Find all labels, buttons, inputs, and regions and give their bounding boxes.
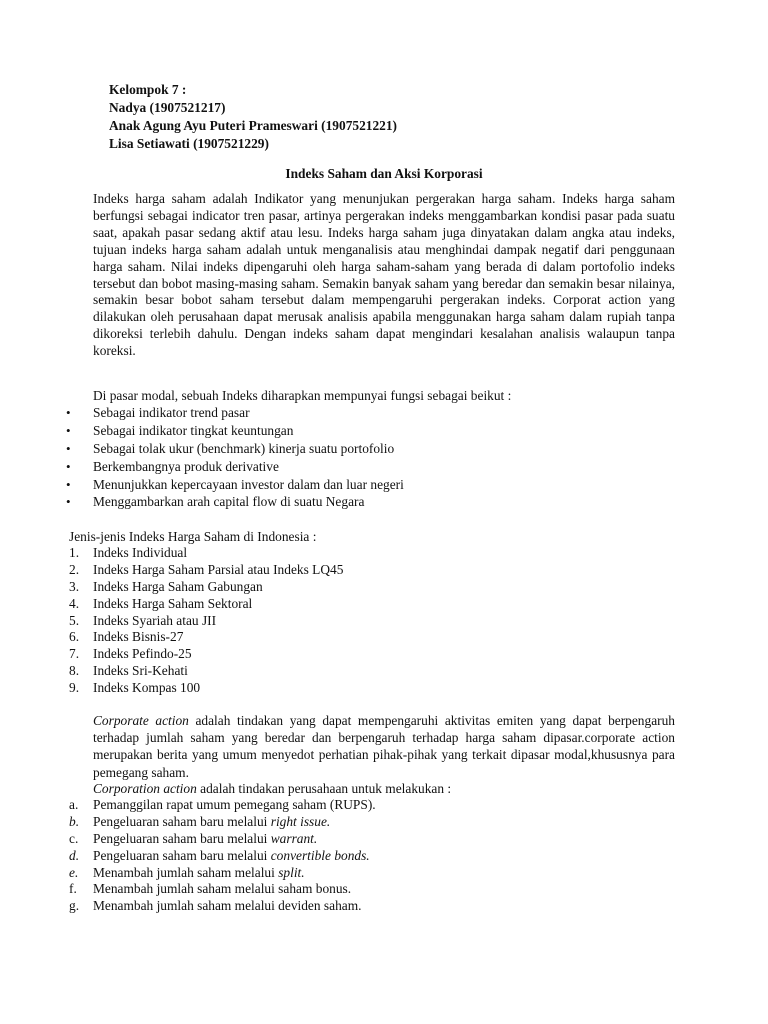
list-item-text: Menunjukkan kepercayaan investor dalam dan luar negeri [93, 476, 404, 492]
list-item-text: Indeks Harga Saham Parsial atau Indeks LQ45 [93, 561, 344, 577]
list-item [69, 848, 689, 865]
list-item [69, 545, 689, 562]
list-item [69, 797, 689, 814]
list-letter: g. [69, 898, 80, 914]
list-item-text [93, 865, 305, 882]
list-item-text: Sebagai indikator tingkat keuntungan [93, 422, 294, 438]
functions-intro: Di pasar modal, sebuah Indeks diharapkan mempunyai fungsi sebagai beikut : [93, 388, 512, 403]
list-item-text: Indeks Harga Saham Gabungan [93, 578, 263, 594]
action-italic-term: right issue. [270, 813, 331, 829]
list-letter: b. [69, 813, 80, 829]
action-italic-term: convertible bonds. [270, 847, 370, 863]
list-item [66, 422, 686, 440]
list-item [69, 613, 689, 630]
list-number: 9. [69, 680, 80, 696]
list-item-text [93, 831, 317, 848]
action-text: Pemanggilan rapat umum pemegang saham (RUPS). [93, 797, 376, 812]
functions-list [66, 404, 686, 511]
list-item-text: Indeks Kompas 100 [93, 680, 201, 696]
bullet-icon: • [66, 405, 71, 420]
list-item-text: Sebagai tolak ukur (benchmark) kinerja suatu portofolio [93, 440, 395, 456]
list-item [69, 680, 689, 697]
list-number: 1. [69, 545, 80, 560]
list-item [69, 646, 689, 663]
list-item-text: Indeks Sri-Kehati [93, 663, 188, 679]
list-item [66, 476, 686, 494]
list-item [66, 493, 686, 511]
actions-list [69, 797, 689, 915]
list-item-text [93, 881, 351, 898]
group-label: Kelompok 7 : [109, 82, 187, 97]
list-item-text: Menggambarkan arah capital flow di suatu Negara [93, 494, 365, 510]
bullet-icon: • [66, 494, 71, 510]
indices-list [69, 545, 689, 697]
group-info [109, 81, 397, 153]
corporation-action-text: adalah tindakan perusahaan untuk melakukan : [196, 781, 452, 796]
list-item-text [93, 848, 370, 865]
list-item-text: Indeks Pefindo-25 [93, 646, 192, 662]
action-text: Menambah jumlah saham melalui saham bonus. [93, 881, 352, 897]
list-number: 6. [69, 629, 80, 645]
list-item-text [93, 898, 361, 915]
list-item-text [93, 797, 376, 814]
list-letter: a. [69, 797, 79, 812]
list-number: 8. [69, 663, 80, 679]
corporate-action-text: adalah tindakan yang dapat mempengaruhi aktivitas emiten yang dapat berpengaruh terhadap jumlah saham yang beredar dan berpengaruh terhadap harga saham dipasar.corporate action merupakan berita yang umum menyedot perhatian pihak-pihak yang terkait dipasar modal,khususnya para pemegang saham. [93, 713, 675, 780]
member-1: Nadya (1907521217) [109, 100, 226, 115]
list-letter: e. [69, 864, 79, 880]
list-item [69, 881, 689, 898]
intro-paragraph-text: Indeks harga saham adalah Indikator yang menunjukan pergerakan harga saham. Indeks harga saham berfungsi sebagai indicator tren pasar, artinya pergerakan indeks menggambarkan kondisi pasar pada suatu saat, apakah pasar sedang aktif atau lesu. Indeks harga saham juga dinyatakan dalam angka atau indeks, tujuan indeks harga saham adalah untuk menganalisis atau menghindai dampak negatif dari penggunaan harga saham. Nilai indeks dipengaruhi oleh harga saham-saham yang berada di dalam portofolio indeks tersebut dan bobot masing-masing saham. Semakin banyak saham yang beredar dan semakin besar nilainya, semakin besar bobot saham tersebut dalam mempengaruhi pergerakan indeks. Corporat action yang dilakukan oleh perusahaan dapat merusak analisis apabila menggunakan harga saham dalam rupiah tanpa dikoreksi terlebih dahulu. Dengan indeks saham dapat mengindari kesalahan analisis walaupun tanpa koreksi. [93, 191, 675, 359]
list-number: 4. [69, 595, 80, 611]
list-item-text: Indeks Bisnis-27 [93, 629, 184, 645]
action-text: Pengeluaran saham baru melalui [93, 830, 271, 846]
intro-paragraph [93, 191, 675, 360]
list-number: 2. [69, 561, 80, 577]
bullet-icon: • [66, 458, 71, 474]
list-item [69, 865, 689, 882]
list-number: 5. [69, 612, 80, 628]
action-text: Pengeluaran saham baru melalui [93, 847, 271, 863]
document-title: Indeks Saham dan Aksi Korporasi [285, 166, 483, 181]
action-text: Menambah jumlah saham melalui [93, 864, 279, 880]
list-item-text [93, 814, 330, 831]
bullet-icon: • [66, 422, 71, 438]
corporation-action-heading [93, 780, 451, 797]
action-text: Pengeluaran saham baru melalui [93, 813, 271, 829]
action-italic-term: split. [278, 864, 305, 880]
member-3: Lisa Setiawati (1907521229) [109, 136, 269, 151]
action-text: Menambah jumlah saham melalui deviden saham. [93, 898, 362, 914]
bullet-icon: • [66, 440, 71, 456]
corporation-action-term: Corporation action [93, 781, 197, 796]
list-item-text: Indeks Syariah atau JII [93, 612, 217, 628]
list-item [66, 458, 686, 476]
indices-heading: Jenis-jenis Indeks Harga Saham di Indonesia : [69, 529, 317, 544]
list-letter: f. [69, 881, 77, 897]
list-item [69, 898, 689, 915]
list-item [69, 629, 689, 646]
list-item [69, 814, 689, 831]
list-item [69, 596, 689, 613]
list-item [66, 404, 686, 422]
list-item [69, 663, 689, 680]
list-item-text: Indeks Individual [93, 545, 188, 560]
list-item-text: Indeks Harga Saham Sektoral [93, 595, 253, 611]
list-letter: d. [69, 847, 80, 863]
corporate-action-term: Corporate action [93, 713, 189, 728]
list-number: 3. [69, 578, 80, 594]
list-letter: c. [69, 830, 79, 846]
list-item-text: Sebagai indikator trend pasar [93, 405, 250, 420]
corporate-action-paragraph [93, 712, 675, 781]
action-italic-term: warrant. [270, 830, 318, 846]
list-item [66, 440, 686, 458]
member-2: Anak Agung Ayu Puteri Prameswari (1907521221) [109, 118, 398, 133]
list-number: 7. [69, 646, 80, 662]
bullet-icon: • [66, 476, 71, 492]
list-item [69, 562, 689, 579]
list-item-text: Berkembangnya produk derivative [93, 458, 279, 474]
list-item [69, 831, 689, 848]
list-item [69, 579, 689, 596]
